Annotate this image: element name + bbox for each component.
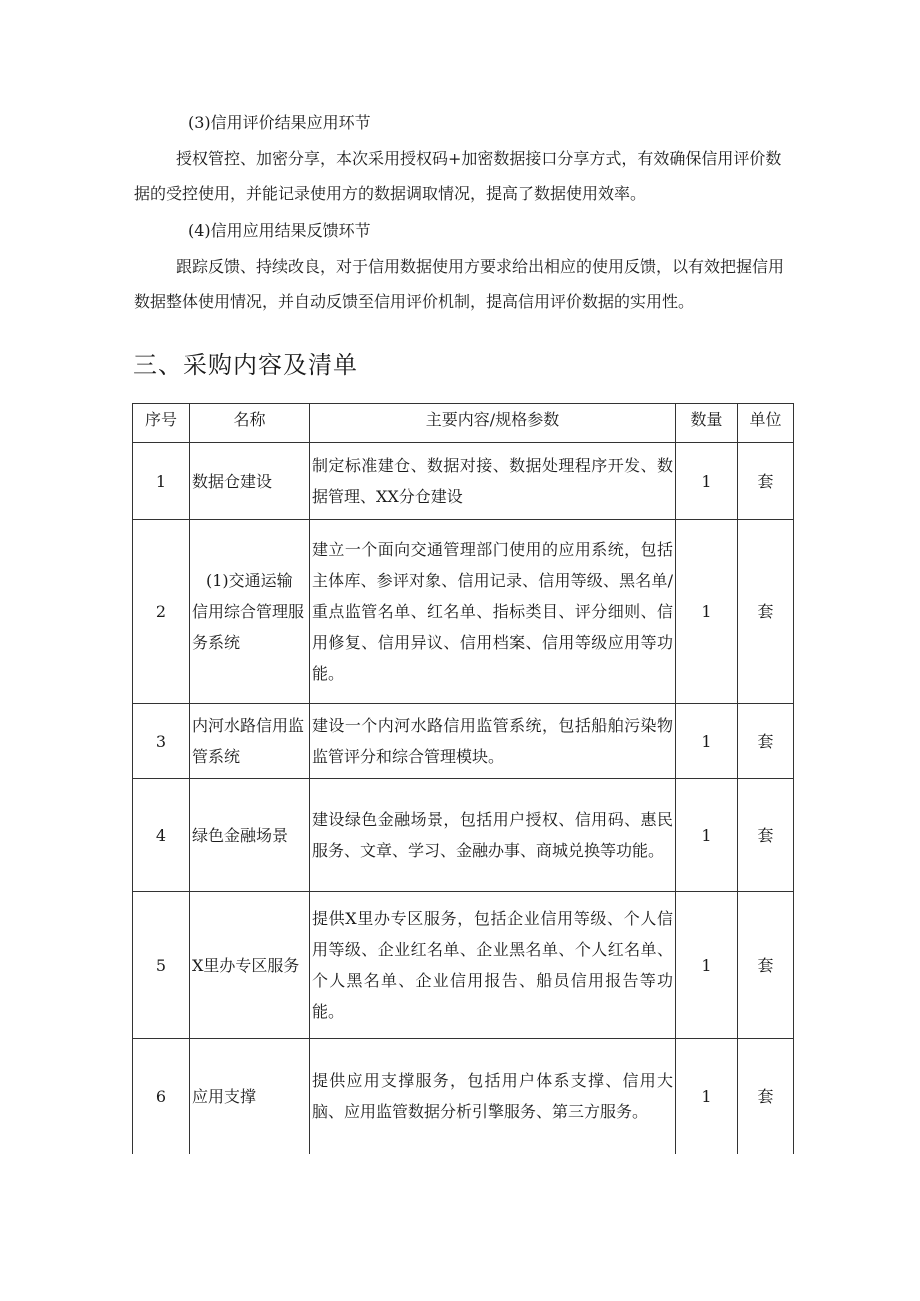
row-name: X里办专区服务	[190, 892, 310, 1039]
row-unit: 套	[738, 1039, 794, 1154]
section-title-3: (3)信用评价结果应用环节	[188, 113, 371, 132]
table-row	[133, 443, 794, 520]
row-desc: 制定标准建仓、数据对接、数据处理程序开发、数据管理、XX分仓建设	[310, 443, 676, 520]
row-desc: 建设一个内河水路信用监管系统，包括船舶污染物监管评分和综合管理模块。	[310, 704, 676, 779]
table-row	[133, 1039, 794, 1154]
row-unit: 套	[738, 520, 794, 704]
row-desc: 提供应用支撑服务，包括用户体系支撑、信用大脑、应用监管数据分析引擎服务、第三方服务。	[310, 1039, 676, 1154]
section-body-4: 跟踪反馈、持续改良，对于信用数据使用方要求给出相应的使用反馈，以有效把握信用数据整体使用情况，并自动反馈至信用评价机制，提高信用评价数据的实用性。	[134, 257, 785, 311]
row-unit: 套	[738, 892, 794, 1039]
row-no: 5	[133, 892, 190, 1039]
row-qty: 1	[676, 1039, 738, 1154]
row-no: 6	[133, 1039, 190, 1154]
section-body-3: 授权管控、加密分享，本次采用授权码+加密数据接口分享方式，有效确保信用评价数据的受控使用，并能记录使用方的数据调取情况，提高了数据使用效率。	[134, 149, 782, 203]
table-row	[133, 520, 794, 704]
table-header-row	[133, 404, 794, 443]
row-unit: 套	[738, 443, 794, 520]
row-name: (1)交通运输信用综合管理服务系统	[190, 520, 310, 704]
row-qty: 1	[676, 520, 738, 704]
row-qty: 1	[676, 704, 738, 779]
row-no: 4	[133, 779, 190, 892]
row-name: 绿色金融场景	[190, 779, 310, 892]
row-qty: 1	[676, 779, 738, 892]
header-name: 名称	[190, 404, 310, 443]
row-desc: 建设绿色金融场景，包括用户授权、信用码、惠民服务、文章、学习、金融办事、商城兑换等功能。	[310, 779, 676, 892]
header-unit: 单位	[738, 404, 794, 443]
row-desc: 建立一个面向交通管理部门使用的应用系统，包括主体库、参评对象、信用记录、信用等级、黑名单/重点监管名单、红名单、指标类目、评分细则、信用修复、信用异议、信用档案、信用等级应用等功能。	[310, 520, 676, 704]
row-no: 2	[133, 520, 190, 704]
row-qty: 1	[676, 443, 738, 520]
row-no: 1	[133, 443, 190, 520]
table-row	[133, 892, 794, 1039]
procurement-table	[132, 403, 794, 1154]
row-unit: 套	[738, 779, 794, 892]
row-name: 数据仓建设	[190, 443, 310, 520]
table-row	[133, 779, 794, 892]
row-no: 3	[133, 704, 190, 779]
header-qty: 数量	[676, 404, 738, 443]
table-row	[133, 704, 794, 779]
header-no: 序号	[133, 404, 190, 443]
row-desc: 提供X里办专区服务，包括企业信用等级、个人信用等级、企业红名单、企业黑名单、个人红名单、个人黑名单、企业信用报告、船员信用报告等功能。	[310, 892, 676, 1039]
section-title-4: (4)信用应用结果反馈环节	[188, 221, 371, 240]
row-qty: 1	[676, 892, 738, 1039]
section-heading: 三、采购内容及清单	[133, 351, 358, 379]
row-name: 内河水路信用监管系统	[190, 704, 310, 779]
header-desc: 主要内容/规格参数	[310, 404, 676, 443]
row-name: 应用支撑	[190, 1039, 310, 1154]
row-unit: 套	[738, 704, 794, 779]
